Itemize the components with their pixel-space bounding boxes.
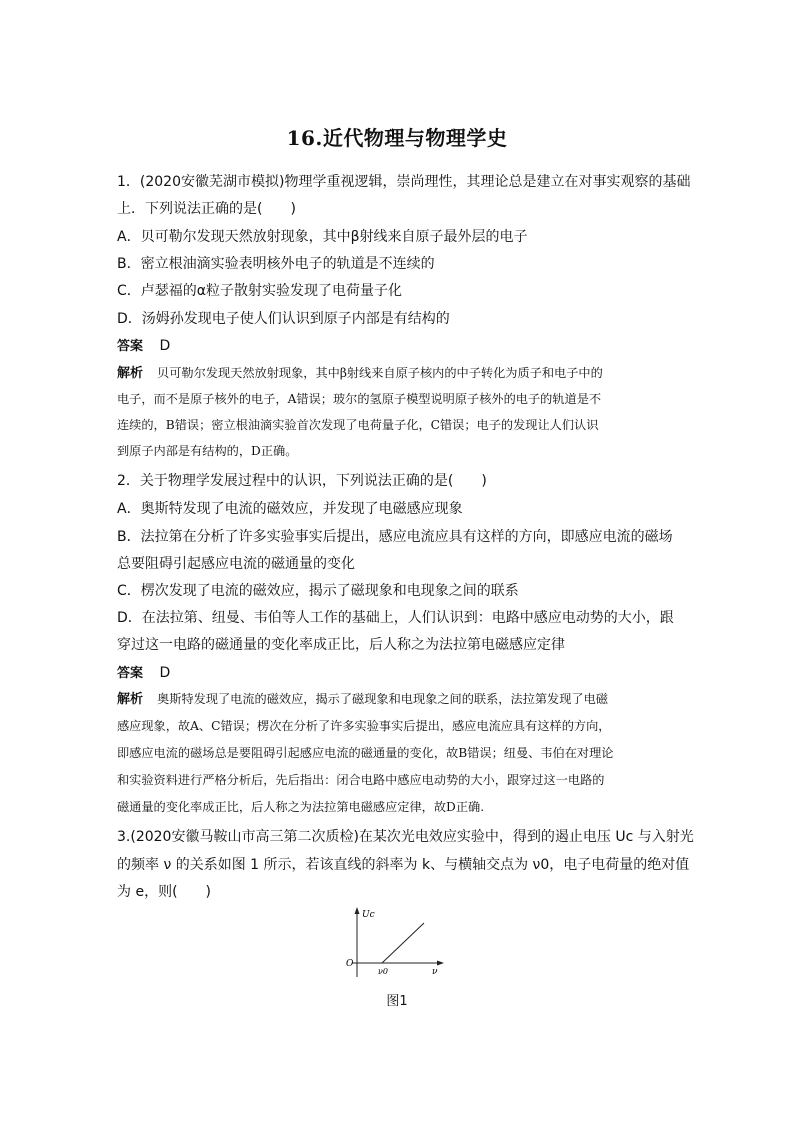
q2-option-c: C．楞次发现了电流的磁效应，揭示了磁现象和电现象之间的联系 <box>117 583 519 599</box>
origin-label: O <box>346 959 354 969</box>
q1-analysis-text1: 贝可勒尔发现天然放射现象，其中β射线来自原子核内的中子转化为质子和电子中的 <box>157 366 603 380</box>
q3-stem-line2: 的频率 ν 的关系如图 1 所示，若该直线的斜率为 k、与横轴交点为 ν0，电子电荷量的绝对值 <box>117 857 690 873</box>
q2-analysis-text1: 奥斯特发现了电流的磁效应，揭示了磁现象和电现象之间的联系，法拉第发现了电磁 <box>157 692 608 706</box>
x-intercept-label: ν0 <box>378 967 388 976</box>
q2-answer-label: 答案 <box>117 666 144 681</box>
q1-analysis-line4: 到原子内部是有结构的，D正确。 <box>117 444 298 458</box>
q2-option-d-line1: D．在法拉第、纽曼、韦伯等人工作的基础上，人们认识到：电路中感应电动势的大小，跟 <box>117 610 674 626</box>
figure-caption: 图1 <box>386 994 408 1009</box>
q1-answer-label: 答案 <box>117 339 144 354</box>
q2-option-d-line2: 穿过这一电路的磁通量的变化率成正比，后人称之为法拉第电磁感应定律 <box>117 637 565 653</box>
y-axis-arrow <box>355 907 360 914</box>
q3-stem-line3: 为 e，则( ) <box>117 884 211 900</box>
data-line <box>382 923 424 963</box>
q3-stem-line1: 3.(2020安徽马鞍山市高三第二次质检)在某次光电效应实验中，得到的遏止电压 Uc 与入射光 <box>117 829 694 845</box>
q1-answer-value: D <box>159 338 171 354</box>
q2-analysis-label: 解析 <box>117 692 144 707</box>
x-axis-label: ν <box>432 967 438 977</box>
q1-option-b: B．密立根油滴实验表明核外电子的轨道是不连续的 <box>117 256 435 272</box>
q2-option-b-line2: 总要阻碍引起感应电流的磁通量的变化 <box>117 556 355 572</box>
q1-analysis-label: 解析 <box>117 366 144 381</box>
q1-option-a: A．贝可勒尔发现天然放射现象，其中β射线来自原子最外层的电子 <box>117 229 528 245</box>
q1-stem-line2: 上．下列说法正确的是( ) <box>117 201 296 217</box>
q1-analysis-line1 <box>117 364 603 383</box>
q2-analysis-line4: 和实验资料进行严格分析后，先后指出：闭合电路中感应电动势的大小，跟穿过这一电路的 <box>117 773 605 787</box>
q1-analysis-line2: 电子，而不是原子核外的电子，A错误；玻尔的氢原子模型说明原子核外的电子的轨道是不 <box>117 392 602 406</box>
q2-analysis-line3: 即感应电流的磁场总是要阻碍引起感应电流的磁通量的变化，故B错误；纽曼、韦伯在对理论 <box>117 746 614 760</box>
q2-option-b-line1: B．法拉第在分析了许多实验事实后提出，感应电流应具有这样的方向，即感应电流的磁场 <box>117 529 673 545</box>
page-title: 16.近代物理与物理学史 <box>286 126 508 150</box>
figure-1-graph <box>340 905 450 985</box>
q2-option-a: A．奥斯特发现了电流的磁效应，并发现了电磁感应现象 <box>117 501 463 517</box>
q1-option-d: D．汤姆孙发现电子使人们认识到原子内部是有结构的 <box>117 311 450 327</box>
q2-answer <box>117 663 170 684</box>
x-axis-arrow <box>437 961 444 966</box>
q1-stem-line1: 1．(2020安徽芜湖市模拟)物理学重视逻辑，崇尚理性，其理论总是建立在对事实观察的基础 <box>117 174 691 190</box>
q2-analysis-line5: 磁通量的变化率成正比，后人称之为法拉第电磁感应定律，故D正确. <box>117 800 485 814</box>
q1-answer <box>117 336 170 357</box>
q1-option-c: C．卢瑟福的α粒子散射实验发现了电荷量子化 <box>117 283 403 299</box>
q2-analysis-line1 <box>117 690 608 709</box>
y-axis-label: Uc <box>362 910 375 920</box>
q2-stem: 2．关于物理学发展过程中的认识，下列说法正确的是( ) <box>117 473 487 489</box>
q2-analysis-line2: 感应现象，故A、C错误；楞次在分析了许多实验事实后提出，感应电流应具有这样的方向， <box>117 719 611 733</box>
q2-answer-value: D <box>159 665 171 681</box>
q1-analysis-line3: 连续的，B错误；密立根油滴实验首次发现了电荷量子化，C错误；电子的发现让人们认识 <box>117 418 599 432</box>
